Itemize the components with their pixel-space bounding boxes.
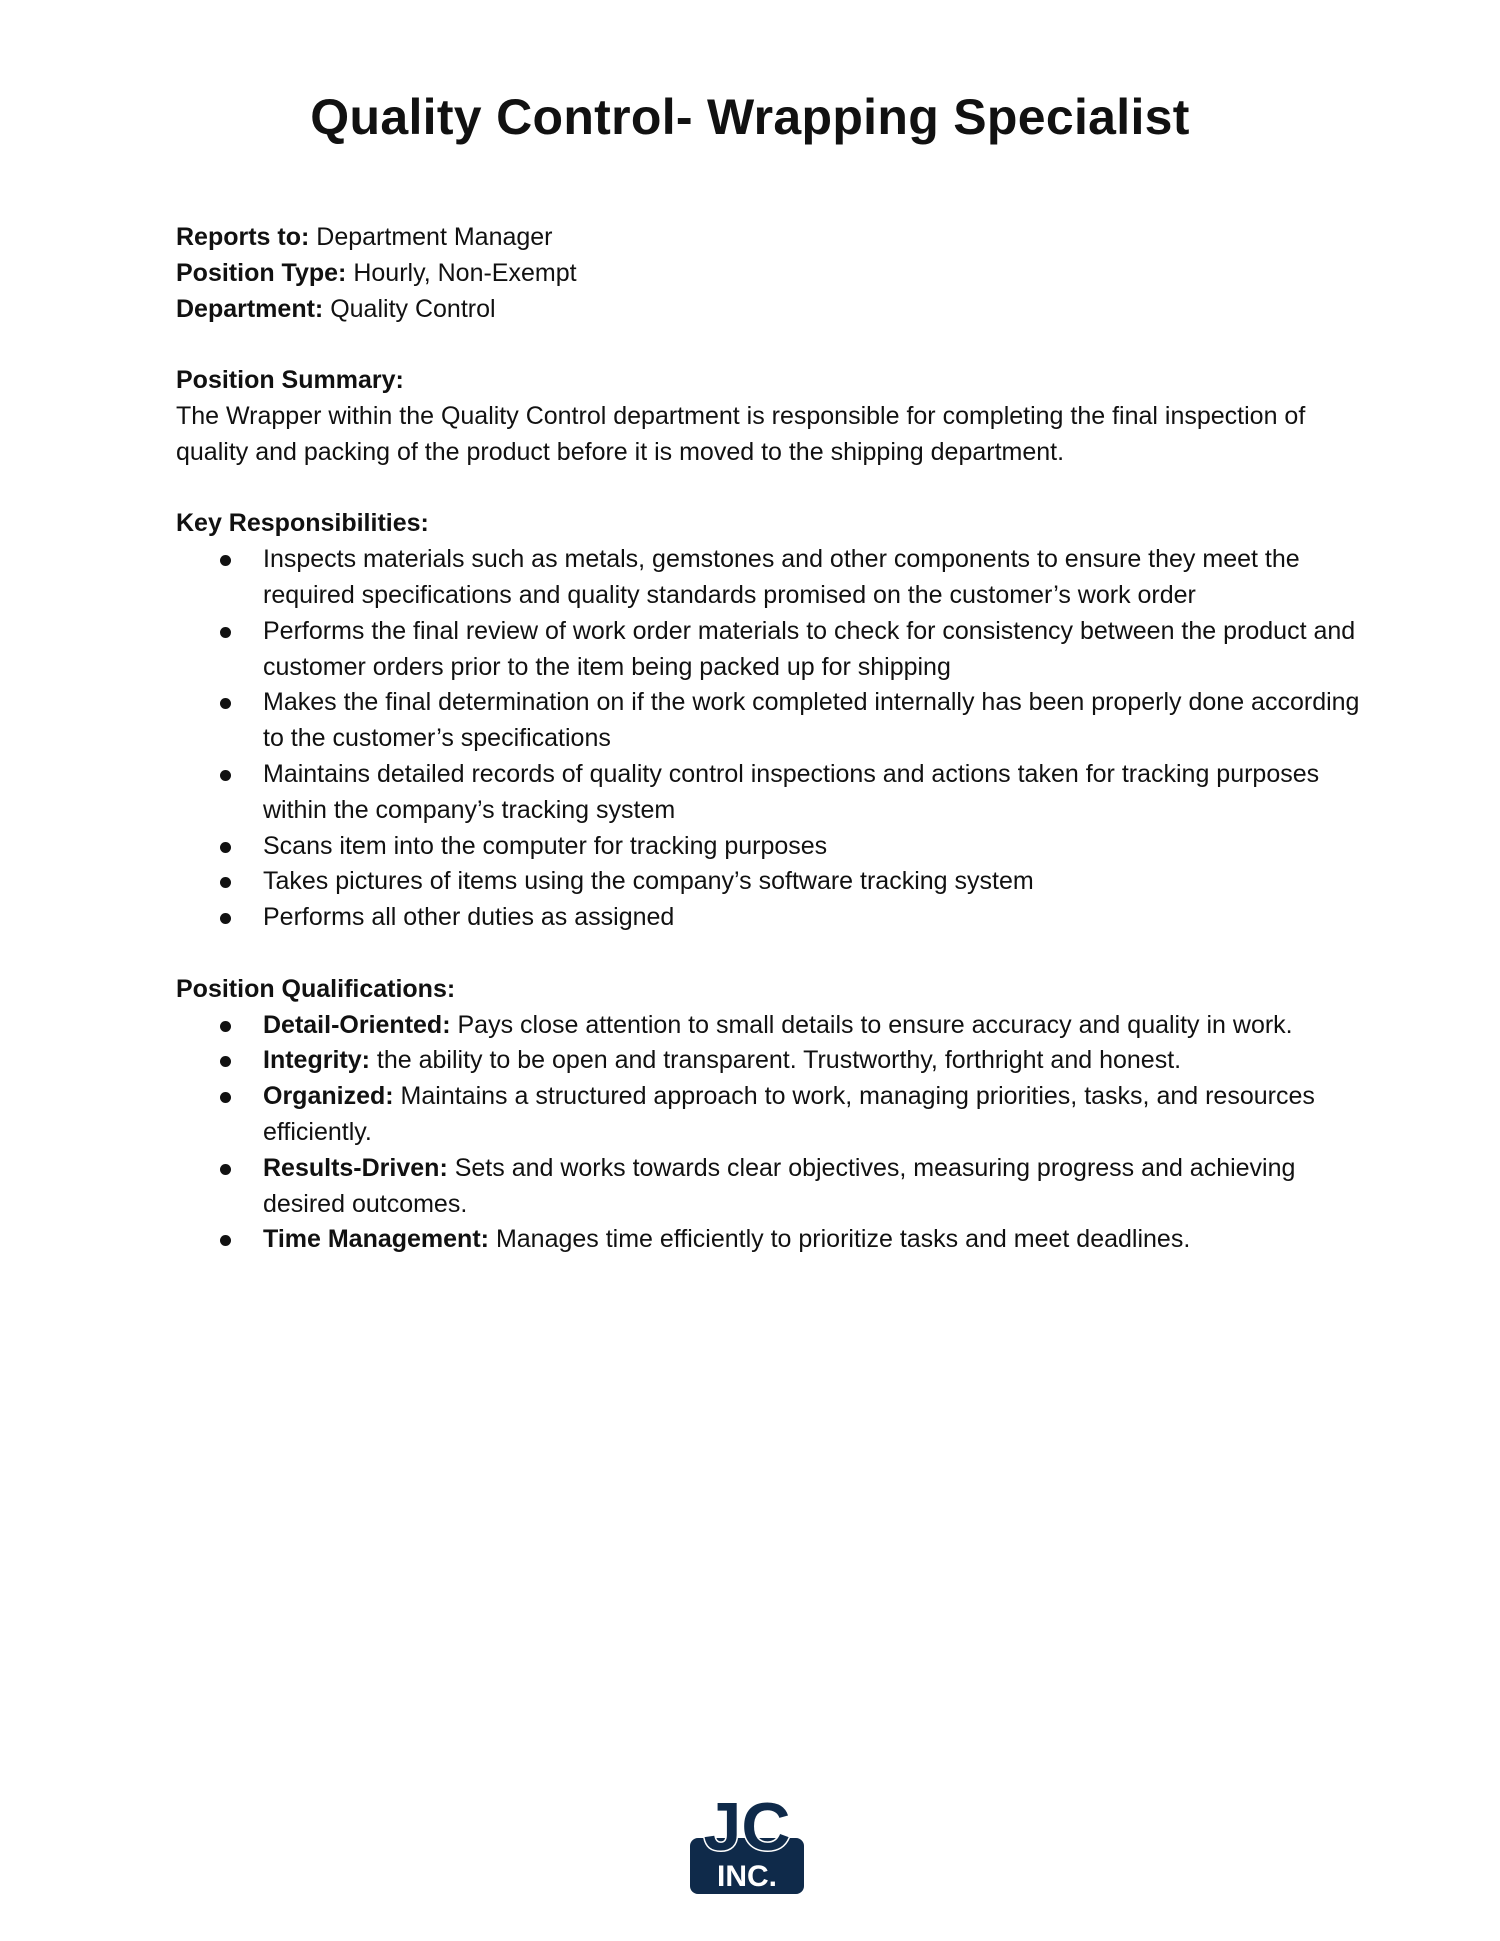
qualifications-section xyxy=(176,972,1376,1258)
qualifications-heading: Position Qualifications: xyxy=(176,974,456,1003)
list-item-text: Scans item into the computer for tracking purposes xyxy=(263,831,828,860)
qualification-text: Sets and works towards clear objectives, measuring progress and achieving desired outcomes. xyxy=(263,1153,1296,1218)
meta-position-type xyxy=(176,256,1376,292)
summary-heading: Position Summary: xyxy=(176,366,404,395)
list-item xyxy=(176,757,1363,829)
qualification-text: Manages time efficiently to prioritize tasks and meet deadlines. xyxy=(495,1225,1191,1254)
qualification-text: Pays close attention to small details to ensure accuracy and quality in work. xyxy=(457,1010,1293,1039)
bullet-icon xyxy=(220,555,231,566)
bullet-icon xyxy=(220,698,231,709)
bullet-icon xyxy=(220,627,231,638)
page-title: Quality Control- Wrapping Specialist xyxy=(310,89,1190,145)
responsibilities-heading: Key Responsibilities: xyxy=(176,509,429,538)
list-item-text: Makes the final determination on if the work completed internally has been properly done according to the customer’s specifications xyxy=(263,688,1360,753)
qualification-text: the ability to be open and transparent. Trustworthy, forthright and honest. xyxy=(376,1046,1182,1075)
qualification-term: Integrity: xyxy=(263,1046,370,1075)
meta-label: Department: xyxy=(176,294,324,323)
list-item xyxy=(176,1008,1363,1044)
meta-label: Position Type: xyxy=(176,258,347,287)
meta-value: Department Manager xyxy=(316,223,553,251)
list-item-text: Performs the final review of work order materials to check for consistency between the product and customer orders prior to the item being packed up for shipping xyxy=(263,616,1356,681)
list-item xyxy=(176,1151,1363,1223)
logo-bottom-text: INC. xyxy=(717,1860,777,1893)
summary-section xyxy=(176,363,1376,470)
list-item xyxy=(176,829,1363,865)
document-body xyxy=(176,220,1376,1258)
list-item xyxy=(176,542,1363,614)
bullet-icon xyxy=(220,1164,231,1175)
bullet-icon xyxy=(220,770,231,781)
qualifications-list xyxy=(176,1008,1376,1259)
meta-block xyxy=(176,220,1376,327)
list-item xyxy=(176,614,1363,686)
list-item xyxy=(176,900,1363,936)
list-item xyxy=(176,1043,1363,1079)
bullet-icon xyxy=(220,842,231,853)
bullet-icon xyxy=(220,913,231,924)
list-item-text: Takes pictures of items using the company’s software tracking system xyxy=(263,867,1034,896)
summary-text: The Wrapper within the Quality Control department is responsible for completing the final inspection of quality and packing of the product before it is moved to the shipping department. xyxy=(176,401,1306,466)
logo-top-text: JC xyxy=(703,1794,791,1865)
company-logo xyxy=(690,1794,804,1894)
responsibilities-section xyxy=(176,506,1376,936)
qualification-term: Detail-Oriented: xyxy=(263,1010,451,1039)
meta-value: Hourly, Non-Exempt xyxy=(353,258,577,287)
meta-department xyxy=(176,292,1376,328)
list-item xyxy=(176,685,1363,757)
qualification-term: Organized: xyxy=(263,1082,394,1111)
bullet-icon xyxy=(220,1092,231,1103)
list-item xyxy=(176,1222,1363,1258)
meta-reports-to xyxy=(176,220,1376,256)
list-item-text: Performs all other duties as assigned xyxy=(263,903,675,932)
meta-value: Quality Control xyxy=(330,294,496,323)
qualification-term: Results-Driven: xyxy=(263,1153,448,1182)
meta-label: Reports to: xyxy=(176,223,310,251)
list-item xyxy=(176,1079,1363,1151)
bullet-icon xyxy=(220,1235,231,1246)
bullet-icon xyxy=(220,1056,231,1067)
qualification-text: Maintains a structured approach to work, managing priorities, tasks, and resources efficiently. xyxy=(263,1082,1315,1146)
bullet-icon xyxy=(220,1021,231,1032)
list-item-text: Maintains detailed records of quality control inspections and actions taken for tracking purposes within the company’s tracking system xyxy=(263,759,1320,824)
list-item xyxy=(176,864,1363,900)
list-item-text: Inspects materials such as metals, gemstones and other components to ensure they meet the required specifications and quality standards promised on the customer’s work order xyxy=(263,545,1300,609)
qualification-term: Time Management: xyxy=(263,1225,489,1254)
bullet-icon xyxy=(220,877,231,888)
responsibilities-list xyxy=(176,542,1376,936)
